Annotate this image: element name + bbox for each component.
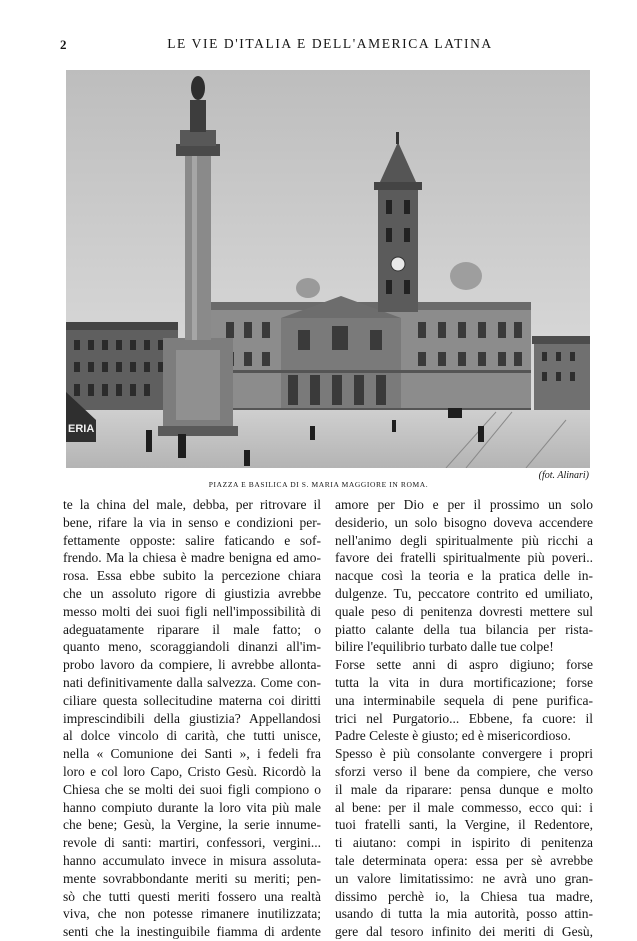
page-number: 2 [60,37,67,52]
text-line: piatto calante della tua bilancia per rista- [335,621,593,637]
text-column-right [335,496,593,941]
text-line: bene, rifare la via in senso e condizioni per- [63,514,321,530]
text-line: gere dal tesoro infinito dei meriti di Gesù, [335,924,593,940]
text-line: ciliare questa sollecitudine materna coi diritti [63,692,321,708]
text-line: sò che tutti questi meriti fossero una realtà [63,888,321,904]
text-line: quanto meno, scoraggiandoli dinanzi all'im- [63,639,321,655]
piazza-ground [66,410,590,468]
text-line: Chiesa che se molti dei suoi figli compiono o [63,781,321,797]
text-line: tuoi fratelli santi, la Vergine, il Redentore, [335,817,593,833]
text-line: mente sovrabbondante meriti su meriti; pen- [63,870,321,886]
text-line: nell'animo degli spiritualmente più ricchi a [335,532,593,548]
text-line: favore dei fratelli spiritualmente più poveri.. [335,550,593,566]
text-line: hanno compiuto durante la loro vita più male [63,799,321,815]
text-column-left [63,496,321,941]
text-line: messo molti dei suoi figli nell'impossibilità di [63,603,321,619]
text-line: un valore limitatissimo: ne avrà uno gran- [335,870,593,886]
text-line: quale peso di penitenza dovresti mettere sul [335,603,593,619]
running-title: LE VIE D'ITALIA E DELL'AMERICA LATINA [167,36,493,51]
text-line: che un assoluto rigore di giustizia avrebbe [63,585,321,601]
text-line: una interminabile sequela di pene purifica- [335,692,593,708]
text-line: loro e col loro Capo, Cristo Gesù. Ricordò la [63,763,321,779]
text-line: usando di tutta la mia autorità, posso attin- [335,906,593,922]
text-line: frendo. Ma la chiesa è madre benigna ed amo- [63,550,321,566]
text-line: il male da riparare: pensa dunque e molto [335,781,593,797]
text-line: dulgenze. Tu, peccatore contrito ed umiliato, [335,585,593,601]
text-line: imprescindibili della giustizia? Appellandosi [63,710,321,726]
text-line: dissimo perchè io, la Chiesa tua madre, [335,888,593,904]
text-line: al dolce vincolo di carità, che tutti unisce, [63,728,321,744]
right-buildings [532,336,590,412]
text-line: Spesso è più consolante convergere i propri [335,746,593,762]
text-line: adeguatamente riparare il male fatto; o [63,621,321,637]
text-line: che bene; Gesù, la Vergine, la serie innume- [63,817,321,833]
text-line: sforzi verso il bene da compiere, che verso [335,763,593,779]
text-line: senti che la inestinguibile fiamma di ardente [63,924,321,940]
text-line: amore per Dio e per il prossimo un solo [335,497,593,512]
text-line: rosa. Essa ebbe subito la percezione chiara [63,568,321,584]
text-line: tutta la vita in dura mortificazione; forse [335,674,593,690]
shop-sign: ERIA [68,423,95,435]
text-line: nati definitivamente dalla salvezza. Come con- [63,674,321,690]
text-line: bilire l'equilibrio turbato dalle tue colpe! [335,639,554,655]
text-line: hanno accumulato invece in misura assoluta- [63,852,321,868]
text-line: nella « Comunione dei Santi », i fedeli fra [63,746,321,762]
figure-caption: PIAZZA E BASILICA DI S. MARIA MAGGIORE IN ROMA. [208,480,429,489]
photo-credit: (fot. Alinari) [538,470,589,481]
basilica-photo [66,70,590,468]
left-building [66,322,178,410]
text-line: te la china del male, debba, per ritrovare il [63,497,321,512]
text-line: ti aiutano: compi in ispirito di penitenza [335,835,593,851]
text-line: fettamente opposte: salire faticando e sof- [63,532,321,548]
text-line: probo lavoro da compiere, li avrebbe allonta- [63,657,321,673]
text-line: revole di santi: martiri, confessori, vergini... [63,835,321,851]
text-line: nacque così la teoria e la pratica delle in- [335,568,593,584]
text-line: Forse sette anni di aspro digiuno; forse [335,657,593,673]
text-line: trici nel Purgatorio... Ebbene, fa cuore: il [335,710,593,726]
text-line: tale determinata opera: essa per sè avrebbe [335,852,593,868]
text-line: desiderio, un solo bisogno doveva accendere [335,514,593,530]
text-line: al bene: per il male commesso, ecco qui: i [335,799,593,815]
text-line: Padre Celeste è giusto; ed è misericordioso. [335,728,571,744]
text-line: viva, che non potesse rimanere inutilizzata; [63,906,321,922]
